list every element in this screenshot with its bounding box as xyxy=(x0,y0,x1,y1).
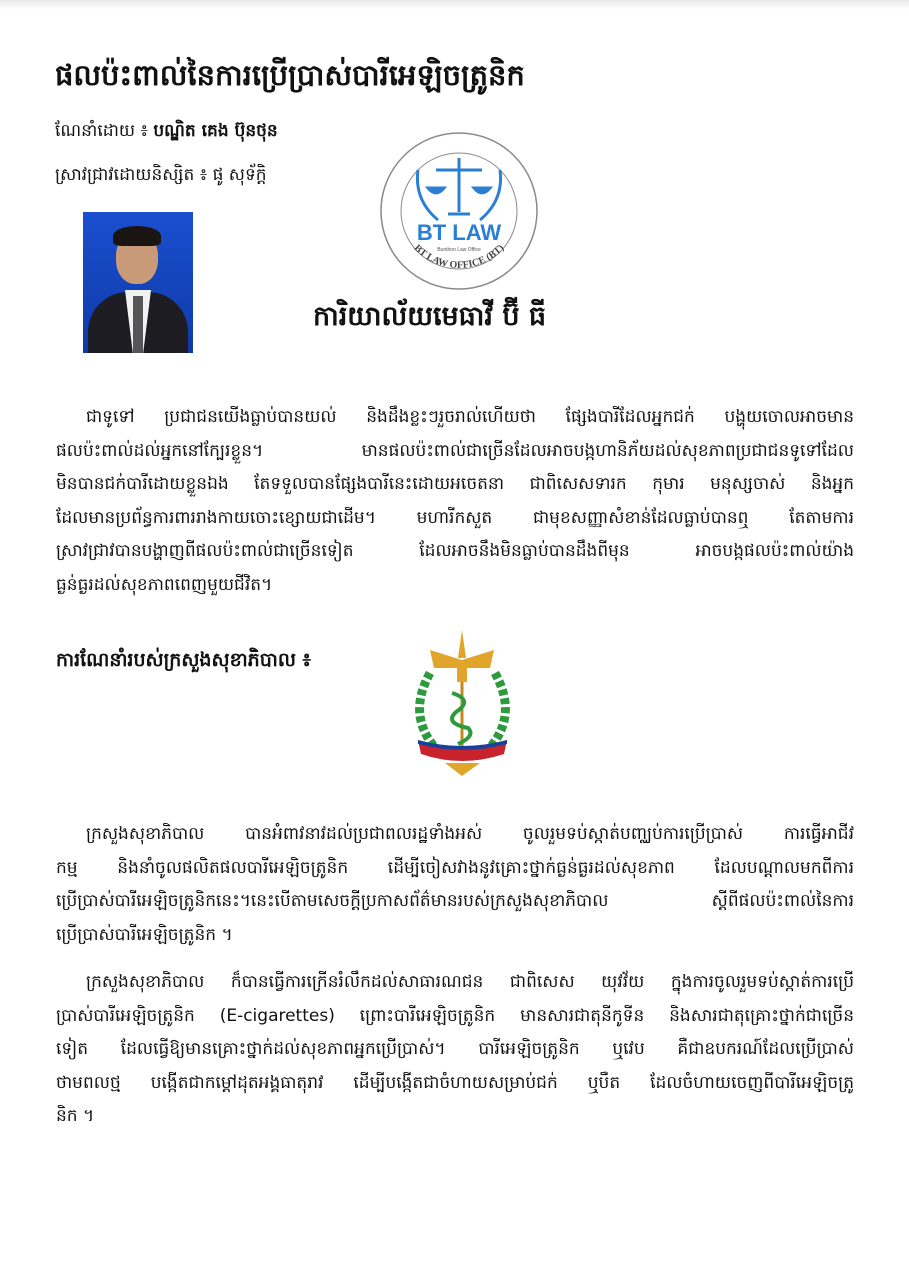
text-line: ក្រសួងសុខាភិបាល បានអំពាវនាវដល់ប្រជាពលរដ្ឋទាំងអស់ ចូលរួមទប់ស្កាត់បញ្ឈប់ការប្រើប្រាស់ ការធ្វើអាជីវ xyxy=(86,824,854,844)
researched-by-line xyxy=(55,164,267,189)
guided-by-line xyxy=(55,120,278,145)
text-line: ធ្ងន់ធ្ងរដល់សុខភាពពេញមួយជីវិត។ xyxy=(56,574,273,595)
ministry-of-health-logo xyxy=(400,628,525,778)
guided-by-label: ណែនាំដោយ ៖ xyxy=(55,121,154,141)
text-line: ប្រើប្រាស់បារីអេឡិចត្រូនិកនេះ។នេះបើតាមសេចក្តីប្រកាសព័ត៌មានរបស់ក្រសួងសុខាភិបាល ស្តីពីផលប៉ះពាល់នៃការ xyxy=(56,891,854,911)
bt-law-wordmark: BT LAW xyxy=(416,220,502,245)
text-line: ផលប៉ះពាល់ដល់អ្នកនៅក្បែរខ្លួន។ មានផលប៉ះពាល់ជាច្រើនដែលអាចបង្កហានិភ័យដល់សុខភាពប្រជាជនទូទៅដែល xyxy=(56,440,854,461)
text-line: ទៀត ដែលធ្វើឱ្យមានគ្រោះថ្នាក់ដល់សុខភាពអ្នកប្រើប្រាស់។ បារីអេឡិចត្រូនិក ឬវេប គឺជាឧបករណ៍ដែលប្រើប្រាស់ xyxy=(56,1039,854,1059)
text-line: ក្រសួងសុខាភិបាល ក៏បានធ្វើការក្រើនរំលឹកដល់សាធារណជន ជាពិសេស យុវវ័យ ក្នុងការចូលរួមទប់ស្កាត់ការប្រើ xyxy=(86,972,854,992)
researched-by-name: ផូ សុទ័ក្តិ xyxy=(212,165,267,185)
paragraph-intro xyxy=(56,401,854,602)
bt-law-logo xyxy=(378,130,540,292)
researched-by-label: ស្រាវជ្រាវដោយនិស្សិត ៖ xyxy=(55,165,213,185)
text-line: កម្ម និងនាំចូលផលិតផលបារីអេឡិចត្រូនិក ដើម្បីចៀសវាងនូវគ្រោះថ្នាក់ធ្ងន់ធ្ងរដល់សុខភាព ដែលបណ្តាលមកពីការ xyxy=(56,857,854,878)
paragraph-ministry-appeal xyxy=(56,818,854,952)
bt-law-ring-text: BT LAW OFFICE (BT) xyxy=(411,242,507,272)
text-line: ថាមពលថ្ម បង្កើតជាកម្តៅដុតអង្គធាតុរាវ ដើម្បីបង្កើតជាចំហាយសម្រាប់ជក់ ឬបឺត ដែលចំហាយចេញពីបារីអេឡិចត្រូ xyxy=(56,1072,854,1093)
paragraph-ministry-reminder xyxy=(56,966,854,1134)
guided-by-name: បណ្ឌិត គេង ប៊ុនថុន xyxy=(153,121,278,141)
section-heading: ការណែនាំរបស់ក្រសួងសុខាភិបាល ៖ xyxy=(56,649,311,671)
top-edge xyxy=(0,0,909,10)
document-title: ផលប៉ះពាល់នៃការប្រើប្រាស់បារីអេឡិចត្រូនិក xyxy=(55,58,525,92)
text-line: ស្រាវជ្រាវបានបង្ហាញពីផលប៉ះពាល់ជាច្រើនទៀត ដែលអាចនឹងមិនធ្លាប់បានដឹងពីមុន អាចបង្កផលប៉ះពាល់យ៉ាង xyxy=(56,541,854,561)
text-line: មិនបានជក់បារីដោយខ្លួនឯង តែទទួលបានផ្សែងបារីនេះដោយអចេតនា ជាពិសេសទារក កុមារ មនុស្សចាស់ និងអ្នក xyxy=(56,474,854,494)
law-office-name: ការិយាល័យមេធាវី ប៊ី ធី xyxy=(313,301,547,332)
author-photo xyxy=(83,212,193,353)
text-line: ជាទូទៅ ប្រជាជនយើងធ្លាប់បានយល់ និងដឹងខ្លះៗរួចរាល់ហើយថា ផ្សែងបារីដែលអ្នកជក់ បង្ហុយចោលអាចមាន xyxy=(86,407,854,427)
text-line: និក ។ xyxy=(56,1106,95,1126)
text-line: ប្រើប្រាស់បារីអេឡិចត្រូនិក ។ xyxy=(56,924,233,945)
bt-law-subtitle: Bunthon Law Office xyxy=(437,247,481,253)
text-line: ប្រាស់បារីអេឡិចត្រូនិក (E-cigarettes) ព្រោះបារីអេឡិចត្រូនិក មានសារជាតុនីកូទីន និងសារជាតុគ្រោះថ្នាក់ជាច្រើន xyxy=(56,1005,854,1026)
text-line: ដែលមានប្រព័ន្ធការពាររាងកាយចោះខ្សោយជាដើម។ មហារីកសួត ជាមុខសញ្ញាសំខាន់ដែលធ្លាប់បានឮ តែតាមការ xyxy=(56,507,854,528)
